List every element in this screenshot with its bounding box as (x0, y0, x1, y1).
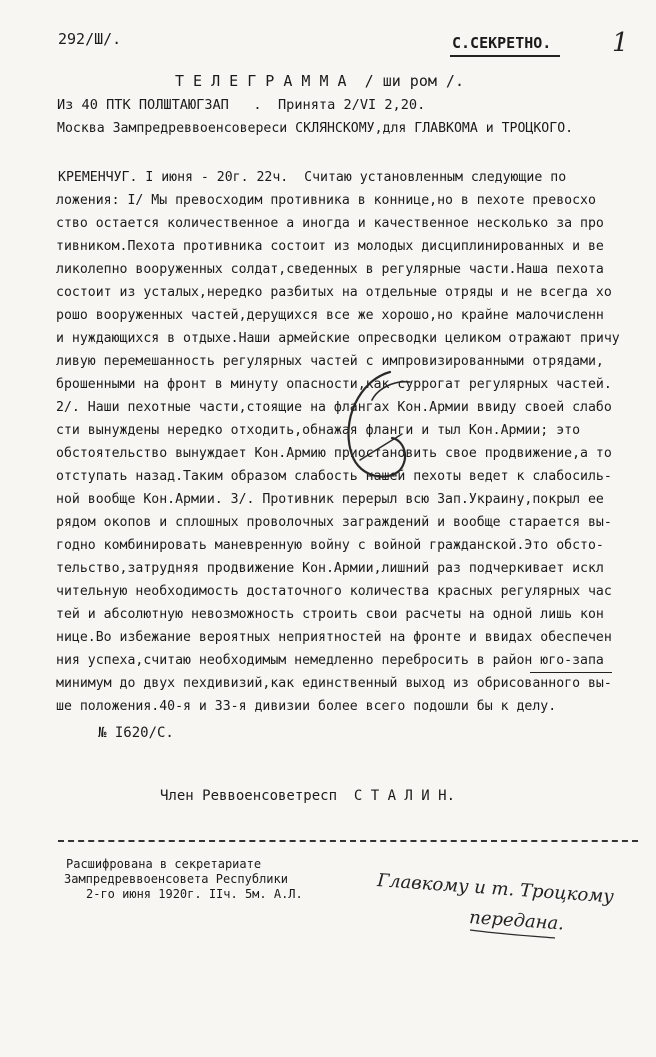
body-line: ния успеха,считаю необходимым немедленно перебросить в район юго-запа (56, 653, 604, 668)
body-line: годно комбинировать маневренную войну с войной гражданской.Это обсто- (56, 538, 604, 553)
body-line: обстоятельство вынуждает Кон.Армию приостановить свое продвижение,а то (56, 446, 612, 461)
signature-line: Член Реввоенсоветресп С Т А Л И Н. (160, 788, 456, 804)
body-line: ной вообще Кон.Армии. 3/. Противник перерыл всю Зап.Украину,покрыл ее (56, 492, 604, 507)
body-line: ликолепно вооруженных солдат,сведенных в регулярные части.Наша пехота (56, 262, 604, 277)
pencil-scribble-stroke (360, 434, 402, 460)
body-line: ложения: I/ Мы превосходим противника в коннице,но в пехоте превосхо (56, 193, 596, 208)
pencil-scribble-mark (348, 372, 405, 477)
classification-stamp: С.СЕКРЕТНО. (452, 34, 552, 52)
body-line: ливую перемешанность регулярных частей с импровизированными отрядами, (56, 354, 604, 369)
body-line: чительную необходимость достаточного количества красных регулярных час (56, 584, 612, 599)
telegram-number: № I620/С. (98, 725, 174, 741)
body-line: ство остается количественное а иногда и качественное несколько за про (56, 216, 604, 231)
body-line: сти вынуждены нередко отходить,обнажая фланги и тыл Кон.Армии; это (56, 423, 581, 438)
origin-line: Из 40 ПТК ПОЛШТАЮГЗАП . Принята 2/VI 2,20. (57, 97, 426, 113)
page-number-handwritten: 1 (612, 28, 629, 58)
handwritten-resolution-line: передана. (468, 907, 565, 935)
body-line: КРЕМЕНЧУГ. I июня - 20г. 22ч. Считаю установленным следующие по (58, 170, 567, 185)
pencil-scribble-stroke (372, 382, 410, 400)
reference-number: 292/Ш/. (58, 30, 122, 48)
address-line: Москва Зампредреввоенсовереси СКЛЯНСКОМУ,для ГЛАВКОМА и ТРОЦКОГО. (57, 121, 574, 136)
body-line: минимум до двух пехдивизий,как единственный выход из обрисованного вы- (56, 676, 612, 691)
body-line: ше положения.40-я и 33-я дивизии более всего подошли бы к делу. (56, 699, 557, 714)
body-line: рошо вооруженных частей,дерущихся все же хорошо,но крайне малочисленн (56, 308, 604, 323)
body-line: состоит из усталых,нередко разбитых на отдельные отряды и не всегда хо (56, 285, 612, 300)
decipher-note-line: 2-го июня 1920г. IIч. 5м. А.Л. (86, 887, 303, 901)
body-line: 2/. Наши пехотные части,стоящие на флангах Кон.Армии ввиду своей слабо (56, 400, 612, 415)
body-line: нице.Во избежание вероятных неприятностей на фронте и ввидах обеспечен (56, 630, 612, 645)
document-title: Т Е Л Е Г Р А М М А / ши ром /. (175, 72, 464, 90)
handwritten-underline-resolution (470, 930, 555, 938)
body-line: и нуждающихся в отдыхе.Наши армейские опресводки целиком отражают причу (56, 331, 620, 346)
body-line: тельство,затрудняя продвижение Кон.Армии,лишний раз подчеркивает искл (56, 561, 604, 576)
body-line: отступать назад.Таким образом слабость нашей пехоты ведет к слабосиль- (56, 469, 612, 484)
body-line: тивником.Пехота противника состоит из молодых дисциплинированных и ве (56, 239, 604, 254)
body-line: брошенными на фронт в минуту опасности,как суррогат регулярных частей. (56, 377, 612, 392)
decipher-note-line: Зампредреввоенсовета Республики (64, 872, 288, 886)
handwritten-resolution-line: Главкому и т. Троцкому (376, 870, 615, 908)
body-line: тей и абсолютную невозможность строить свои расчеты на одной лишь кон (56, 607, 604, 622)
decipher-note-line: Расшифрована в секретариате (66, 857, 262, 871)
body-line: рядом окопов и сплошных проволочных заграждений и вообще старается вы- (56, 515, 612, 530)
